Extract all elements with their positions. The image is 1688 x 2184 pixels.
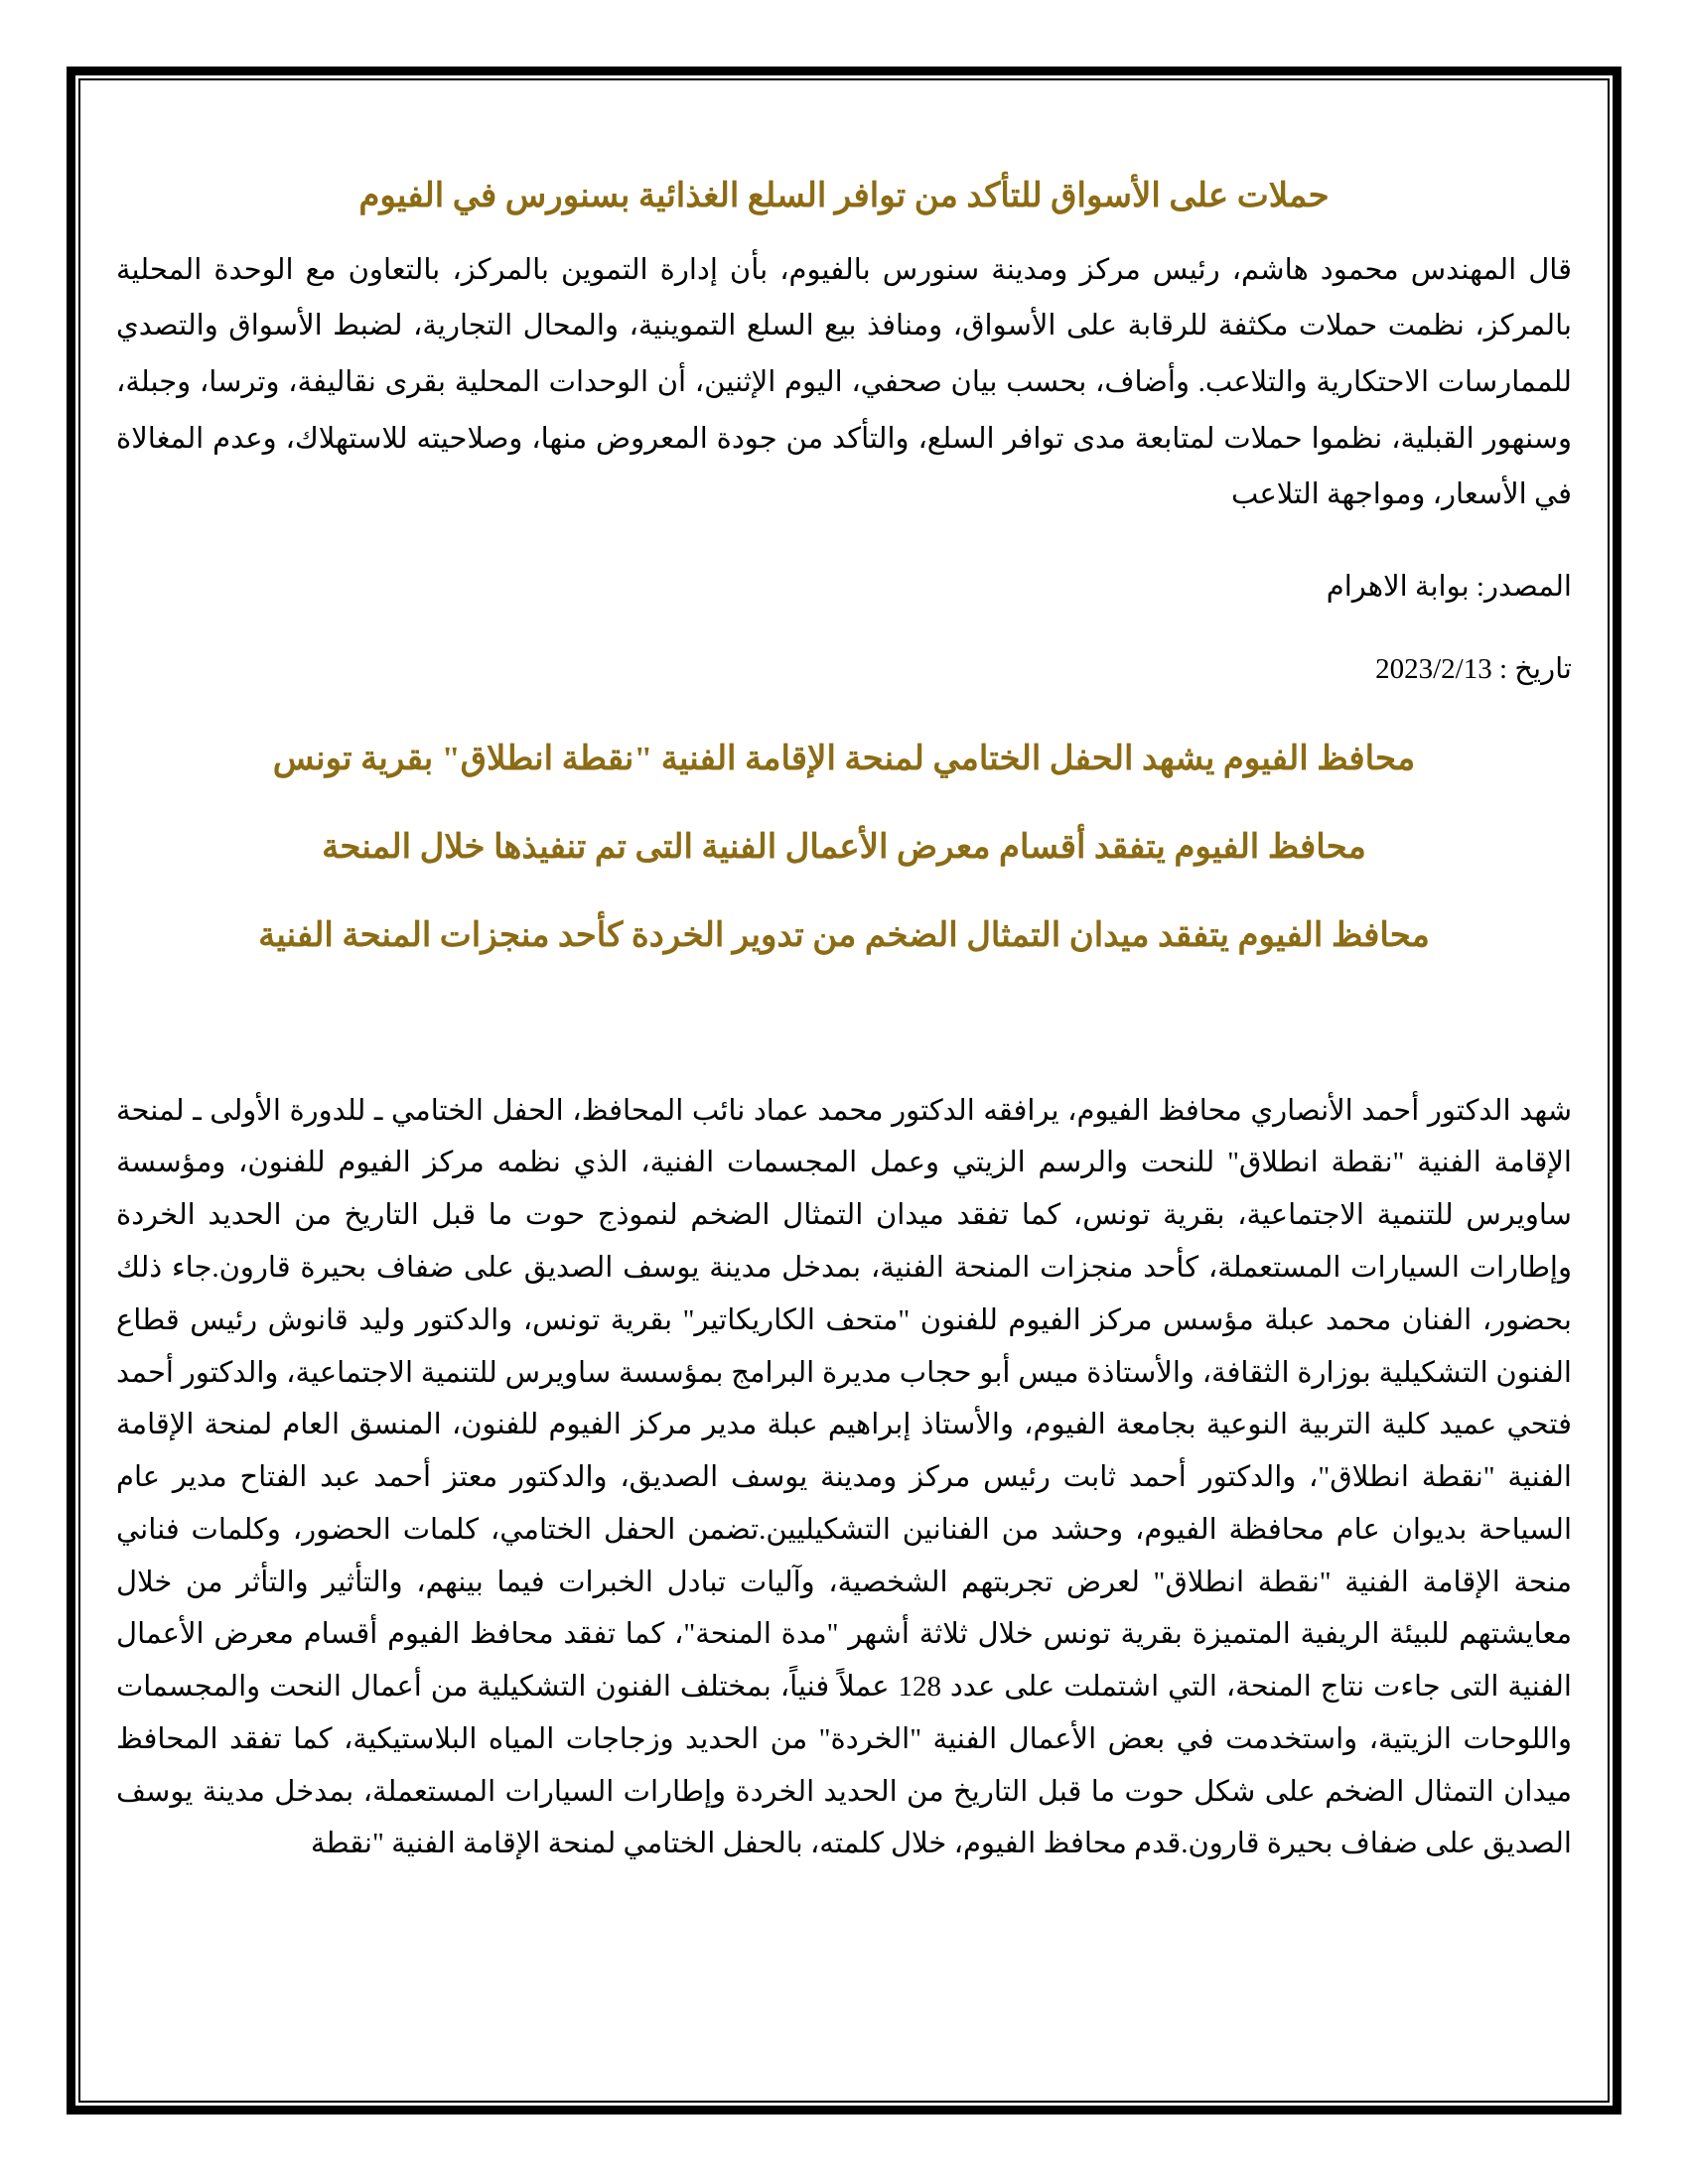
article2-headline-2: محافظ الفيوم يتفقد أقسام معرض الأعمال الفنية التى تم تنفيذها خلال المنحة [322, 828, 1366, 866]
article2-headlines [116, 729, 1572, 968]
page-border-inner [78, 78, 1610, 2103]
document-content [80, 80, 1608, 2101]
date-line: تاريخ : 2023/2/13 [1375, 653, 1572, 686]
article1-title: حملات على الأسواق للتأكد من توافر السلع الغذائية بسنورس في الفيوم [358, 178, 1330, 214]
article1-body-paragraph: قال المهندس محمود هاشم، رئيس مركز ومدينة سنورس بالفيوم، بأن إدارة التموين بالمركز، بالتعاون مع الوحدة المحلية بالمركز، نظمت حملات مكثفة للرقابة على الأسواق، ومنافذ بيع السلع التموينية، والمحال التجارية، لضبط الأسواق والتصدي للممارسات الاحتكارية والتلاعب. وأضاف، بحسب بيان صحفي، اليوم الإثنين، أن الوحدات المحلية بقرى نقاليفة، وترسا، وجبلة، وسنهور القبلية، نظموا حملات لمتابعة مدى توافر السلع، والتأكد من جودة المعروض منها، وصلاحيته للاستهلاك، وعدم المغالاة في الأسعار، ومواجهة التلاعب [116, 253, 1572, 511]
article2-headline-3: محافظ الفيوم يتفقد ميدان التمثال الضخم من تدوير الخردة كأحد منجزات المنحة الفنية [258, 916, 1430, 954]
source-line: المصدر: بوابة الاهرام [1326, 570, 1572, 603]
article2-headline-1: محافظ الفيوم يشهد الحفل الختامي لمنحة الإقامة الفنية "نقطة انطلاق" بقرية تونس [272, 741, 1416, 777]
page-border [67, 67, 1621, 2115]
article2-body-paragraph: شهد الدكتور أحمد الأنصاري محافظ الفيوم، يرافقه الدكتور محمد عماد نائب المحافظ، الحفل الختامي ـ للدورة الأولى ـ لمنحة الإقامة الفنية "نقطة انطلاق" للنحت والرسم الزيتي وعمل المجسمات الفنية، الذي نظمه مركز الفيوم للفنون، ومؤسسة ساويرس للتنمية الاجتماعية، بقرية تونس، كما تفقد ميدان التمثال الضخم لنموذج حوت ما قبل التاريخ من الحديد الخردة وإطارات السيارات المستعملة، كأحد منجزات المنحة الفنية، بمدخل مدينة يوسف الصديق على ضفاف بحيرة قارون.جاء ذلك بحضور، الفنان محمد عبلة مؤسس مركز الفيوم للفنون "متحف الكاريكاتير" بقرية تونس، والدكتور وليد قانوش رئيس قطاع الفنون التشكيلية بوزارة الثقافة، والأستاذة ميس أبو حجاب مديرة البرامج بمؤسسة ساويرس للتنمية الاجتماعية، والدكتور أحمد فتحي عميد كلية التربية النوعية بجامعة الفيوم، والأستاذ إبراهيم عبلة مدير مركز الفيوم للفنون، المنسق العام لمنحة الإقامة الفنية "نقطة انطلاق"، والدكتور أحمد ثابت رئيس مركز ومدينة يوسف الصديق، والدكتور معتز أحمد عبد الفتاح مدير عام السياحة بديوان عام محافظة الفيوم، وحشد من الفنانين التشكيليين.تضمن الحفل الختامي، كلمات الحضور، وكلمات فناني منحة الإقامة الفنية "نقطة انطلاق" لعرض تجربتهم الشخصية، وآليات تبادل الخبرات فيما بينهم، والتأثير والتأثر من خلال معايشتهم للبيئة الريفية المتميزة بقرية تونس خلال ثلاثة أشهر "مدة المنحة"، كما تفقد محافظ الفيوم أقسام معرض الأعمال الفنية التى جاءت نتاج المنحة، التي اشتملت على عدد 128 عملاً فنياً، بمختلف الفنون التشكيلية من أعمال النحت والمجسمات واللوحات الزيتية، واستخدمت في بعض الأعمال الفنية "الخردة" من الحديد وزجاجات المياه البلاستيكية، كما تفقد المحافظ ميدان التمثال الضخم على شكل حوت ما قبل التاريخ من الحديد الخردة وإطارات السيارات المستعملة، بمدخل مدينة يوسف الصديق على ضفاف بحيرة قارون.قدم محافظ الفيوم، خلال كلمته، بالحفل الختامي لمنحة الإقامة الفنية "نقطة [116, 1094, 1572, 1860]
